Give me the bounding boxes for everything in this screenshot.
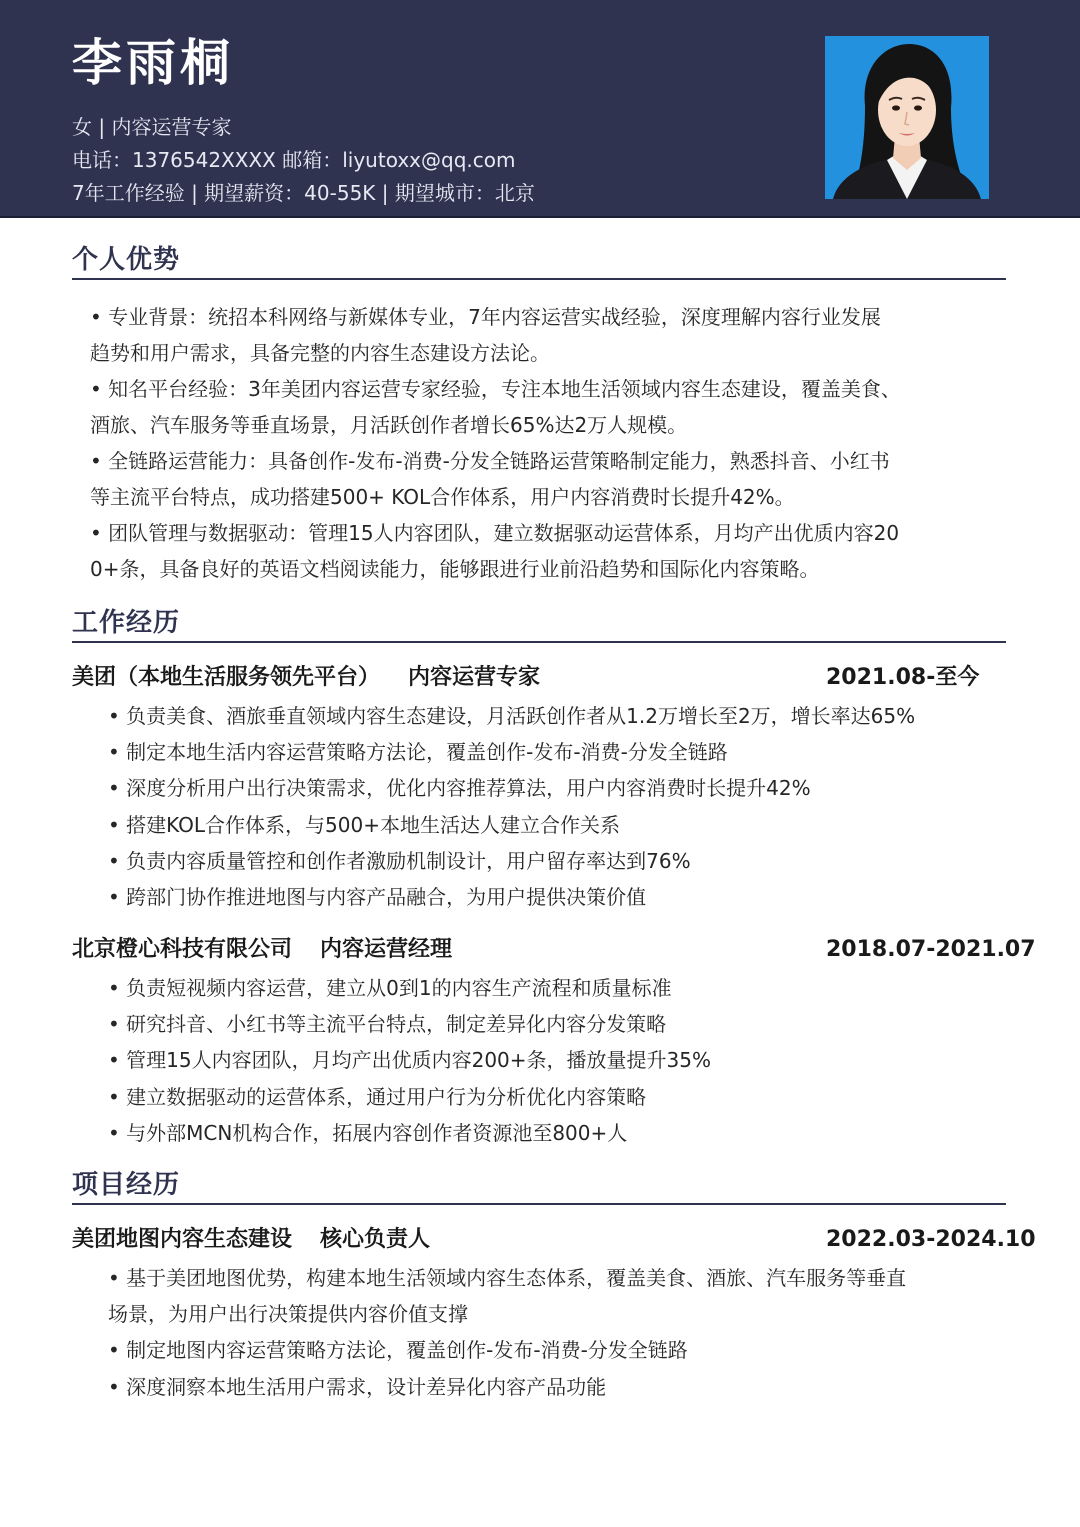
list-item: • 建立数据驱动的运营体系，通过用户行为分析优化内容策略: [108, 1084, 647, 1109]
section-title-work: 工作经历: [72, 608, 181, 638]
list-item-continuation: 场景，为用户出行决策提供内容价值支撑: [108, 1302, 468, 1327]
job-bullets: [108, 970, 988, 1151]
advantage-item-line: 0+条，具备良好的英语文档阅读能力，能够跟进行业前沿趋势和国际化内容策略。: [90, 557, 820, 581]
section-title-projects: 项目经历: [72, 1170, 181, 1200]
advantage-item-line: 酒旅、汽车服务等垂直场景，月活跃创作者增长65%达2万人规模。: [90, 413, 688, 437]
list-item: • 跨部门协作推进地图与内容产品融合，为用户提供决策价值: [108, 885, 647, 910]
list-item: • 搭建KOL合作体系，与500+本地生活达人建立合作关系: [108, 812, 620, 837]
job-company: 北京橙心科技有限公司: [72, 937, 293, 962]
list-item: • 负责美食、酒旅垂直领域内容生态建设，月活跃创作者从1.2万增长至2万，增长率达65%: [108, 704, 916, 728]
list-item: • 制定地图内容运营策略方法论，覆盖创作-发布-消费-分发全链路: [108, 1338, 688, 1363]
list-item: • 研究抖音、小红书等主流平台特点，制定差异化内容分发策略: [108, 1012, 667, 1037]
header-banner: [0, 0, 1080, 218]
experience-salary-line: 7年工作经验 | 期望薪资：40-55K | 期望城市：北京: [72, 181, 535, 205]
contact-line: 电话：1376542XXXX 邮箱：liyutoxx@qq.com: [72, 148, 516, 172]
list-item: • 管理15人内容团队，月均产出优质内容200+条，播放量提升35%: [108, 1048, 711, 1073]
advantages-list: [90, 299, 970, 587]
advantage-item-line: • 专业背景：统招本科网络与新媒体专业，7年内容运营实战经验，深度理解内容行业发展: [90, 305, 881, 329]
job-date: 2021.08-至今: [826, 665, 980, 690]
project-name: 美团地图内容生态建设: [72, 1227, 293, 1252]
project-role: 核心负责人: [320, 1227, 431, 1252]
profile-photo: [825, 36, 989, 199]
list-item: • 负责内容质量管控和创作者激励机制设计，用户留存率达到76%: [108, 848, 691, 873]
section-divider: [72, 641, 1006, 643]
project-header: [72, 1223, 430, 1257]
gender-title-line: 女 | 内容运营专家: [72, 115, 232, 139]
job-header: [72, 933, 452, 967]
job-header: [72, 661, 540, 695]
section-divider: [72, 1203, 1006, 1205]
candidate-name: 李雨桐: [72, 34, 234, 92]
job-date: 2018.07-2021.07: [826, 937, 1036, 962]
section-title-advantages: 个人优势: [72, 245, 181, 275]
job-role: 内容运营经理: [320, 937, 453, 962]
list-item: • 深度洞察本地生活用户需求，设计差异化内容产品功能: [108, 1374, 607, 1399]
list-item: • 制定本地生活内容运营策略方法论，覆盖创作-发布-消费-分发全链路: [108, 740, 728, 765]
advantage-item-line: • 全链路运营能力：具备创作-发布-消费-分发全链路运营策略制定能力，熟悉抖音、小红书: [90, 449, 890, 473]
job-bullets: [108, 698, 988, 915]
project-bullets: [108, 1260, 988, 1405]
advantage-item-line: • 知名平台经验：3年美团内容运营专家经验，专注本地生活领域内容生态建设，覆盖美食、: [90, 377, 901, 401]
list-item: • 基于美团地图优势，构建本地生活领域内容生态体系，覆盖美食、酒旅、汽车服务等垂直: [108, 1266, 907, 1290]
advantage-item-line: 等主流平台特点，成功搭建500+ KOL合作体系，用户内容消费时长提升42%。: [90, 485, 795, 509]
list-item: • 负责短视频内容运营，建立从0到1的内容生产流程和质量标准: [108, 976, 672, 1000]
list-item: • 与外部MCN机构合作，拓展内容创作者资源池至800+人: [108, 1120, 628, 1145]
project-date: 2022.03-2024.10: [826, 1227, 1036, 1252]
job-role: 内容运营专家: [408, 665, 541, 690]
portrait-illustration: [825, 36, 989, 199]
advantage-item-line: 趋势和用户需求，具备完整的内容生态建设方法论。: [90, 341, 550, 365]
section-divider: [72, 278, 1006, 280]
job-company: 美团（本地生活服务领先平台）: [72, 665, 381, 690]
advantage-item-line: • 团队管理与数据驱动：管理15人内容团队，建立数据驱动运营体系，月均产出优质内容20: [90, 521, 900, 545]
list-item: • 深度分析用户出行决策需求，优化内容推荐算法，用户内容消费时长提升42%: [108, 776, 811, 801]
